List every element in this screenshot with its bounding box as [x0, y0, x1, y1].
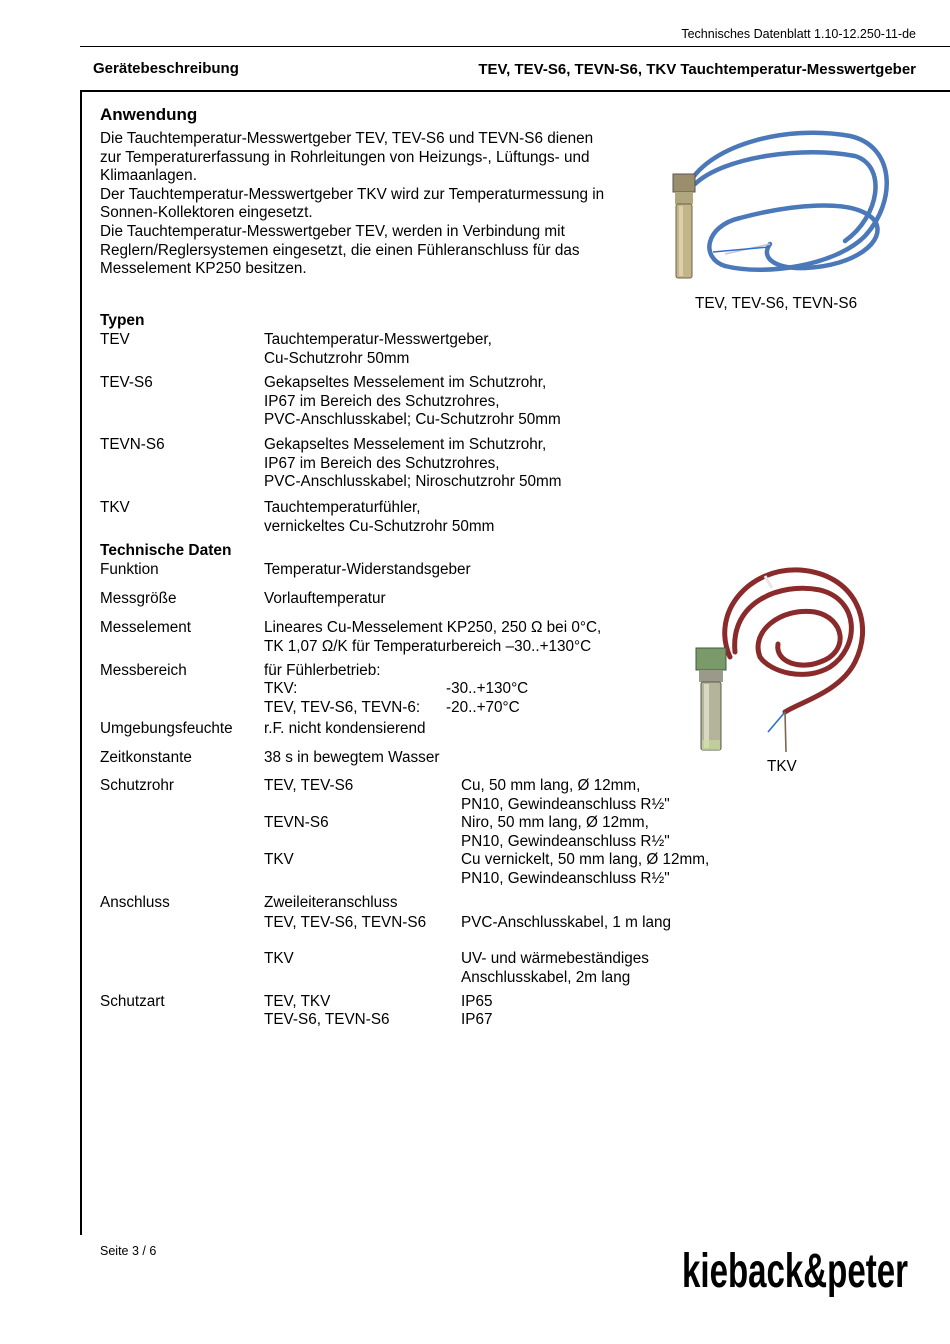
type-description-line: IP67 im Bereich des Schutzrohres,	[264, 392, 500, 410]
type-description-line: Tauchtemperaturfühler,	[264, 499, 421, 516]
anwendung-line: Messelement KP250 besitzen.	[100, 260, 307, 278]
type-description-line: Gekapseltes Messelement im Schutzrohr,	[264, 436, 547, 453]
spec-label: Messbereich	[100, 662, 187, 679]
technische-daten-heading: Technische Daten	[100, 542, 232, 559]
type-label: TEV-S6	[100, 374, 153, 391]
anwendung-line: Die Tauchtemperatur-Messwertgeber TEV, werden in Verbindung mit	[100, 222, 565, 240]
anwendung-heading: Anwendung	[100, 105, 198, 124]
anschluss-line: UV- und wärmebeständiges	[461, 950, 649, 967]
kieback-peter-logo	[680, 1240, 910, 1298]
logo-text: kieback&peter	[682, 1245, 908, 1298]
schutzrohr-details	[461, 851, 709, 888]
page-number: Seite 3 / 6	[100, 1244, 157, 1258]
anwendung-text	[100, 130, 660, 279]
schutzart-type: TEV-S6, TEVN-S6	[264, 1011, 390, 1028]
type-description	[264, 436, 562, 492]
spec-value: Zweileiteranschluss	[264, 894, 398, 911]
anschluss-details	[461, 950, 649, 987]
anschluss-type: TEV, TEV-S6, TEVN-S6	[264, 914, 427, 931]
schutzart-type: TEV, TKV	[264, 993, 331, 1010]
schutzrohr-line: PN10, Gewindeanschluss R½"	[461, 795, 670, 813]
range-name: TEV, TEV-S6, TEVN-6:	[264, 699, 421, 716]
schutzrohr-line: Cu, 50 mm lang, Ø 12mm,	[461, 777, 641, 794]
spec-label: Funktion	[100, 561, 159, 578]
schutzrohr-details	[461, 814, 670, 851]
type-description	[264, 374, 561, 430]
schutzrohr-type: TEV, TEV-S6	[264, 777, 354, 794]
anwendung-line: Klimaanlagen.	[100, 167, 197, 185]
type-label: TKV	[100, 499, 130, 516]
type-label: TEV	[100, 331, 130, 348]
type-description	[264, 499, 494, 536]
document-id: Technisches Datenblatt 1.10-12.250-11-de	[681, 27, 916, 41]
tev-sensor-image	[665, 126, 900, 286]
anschluss-line: Anschlusskabel, 2m lang	[461, 968, 631, 986]
spec-value: r.F. nicht kondensierend	[264, 720, 426, 737]
spec-value: für Fühlerbetrieb:	[264, 662, 381, 679]
type-description-line: PVC-Anschlusskabel; Niroschutzrohr 50mm	[264, 473, 562, 491]
type-description-line: Tauchtemperatur-Messwertgeber,	[264, 331, 492, 348]
tev-image-caption: TEV, TEV-S6, TEVN-S6	[695, 295, 858, 312]
spec-value	[264, 619, 601, 656]
type-label: TEVN-S6	[100, 436, 165, 453]
spec-value: 38 s in bewegtem Wasser	[264, 749, 440, 766]
range-name: TKV:	[264, 680, 298, 697]
spec-label: Messelement	[100, 619, 191, 636]
section-name: Gerätebeschreibung	[93, 60, 239, 77]
range-value: -30..+130°C	[446, 680, 529, 697]
anschluss-details: PVC-Anschlusskabel, 1 m lang	[461, 914, 672, 931]
type-description-line: Cu-Schutzrohr 50mm	[264, 349, 410, 367]
schutzart-value: IP65	[461, 993, 493, 1010]
range-value: -20..+70°C	[446, 699, 520, 716]
tkv-sensor-image	[690, 562, 880, 757]
schutzrohr-line: Cu vernickelt, 50 mm lang, Ø 12mm,	[461, 851, 710, 868]
schutzrohr-details	[461, 777, 670, 814]
header-rule	[80, 46, 950, 47]
type-description-line: Gekapseltes Messelement im Schutzrohr,	[264, 374, 547, 391]
spec-label: Schutzrohr	[100, 777, 174, 794]
type-description	[264, 331, 492, 368]
schutzrohr-type: TEVN-S6	[264, 814, 329, 831]
spec-label: Messgröße	[100, 590, 177, 607]
anschluss-type: TKV	[264, 950, 294, 967]
anwendung-line: Reglern/Reglersystemen eingesetzt, die einen Fühleranschluss für das	[100, 241, 580, 259]
anwendung-line: Der Tauchtemperatur-Messwertgeber TKV wird zur Temperaturmessung in	[100, 185, 605, 203]
anwendung-line: Die Tauchtemperatur-Messwertgeber TEV, TEV-S6 und TEVN-S6 dienen	[100, 130, 594, 147]
type-description-line: PVC-Anschlusskabel; Cu-Schutzrohr 50mm	[264, 411, 561, 429]
spec-label: Anschluss	[100, 894, 170, 911]
tkv-image-caption: TKV	[767, 758, 797, 775]
schutzrohr-line: PN10, Gewindeanschluss R½"	[461, 832, 670, 850]
spec-label: Zeitkonstante	[100, 749, 192, 766]
typen-heading: Typen	[100, 312, 145, 329]
anwendung-line: Sonnen-Kollektoren eingesetzt.	[100, 204, 313, 222]
spec-value: Temperatur-Widerstandsgeber	[264, 561, 471, 578]
product-title: TEV, TEV-S6, TEVN-S6, TKV Tauchtemperatur-Messwertgeber	[478, 61, 916, 78]
type-description-line: vernickeltes Cu-Schutzrohr 50mm	[264, 517, 495, 535]
anwendung-line: zur Temperaturerfassung in Rohrleitungen von Heizungs-, Lüftungs- und	[100, 148, 590, 166]
schutzrohr-line: Niro, 50 mm lang, Ø 12mm,	[461, 814, 649, 831]
schutzrohr-type: TKV	[264, 851, 294, 868]
spec-value-line: Lineares Cu-Messelement KP250, 250 Ω bei 0°C,	[264, 619, 602, 636]
spec-label: Schutzart	[100, 993, 165, 1010]
spec-value-line: TK 1,07 Ω/K für Temperaturbereich –30..+130°C	[264, 637, 592, 655]
type-description-line: IP67 im Bereich des Schutzrohres,	[264, 454, 500, 472]
spec-label: Umgebungsfeuchte	[100, 720, 233, 737]
schutzrohr-line: PN10, Gewindeanschluss R½"	[461, 869, 670, 887]
spec-value: Vorlauftemperatur	[264, 590, 386, 607]
schutzart-value: IP67	[461, 1011, 493, 1028]
